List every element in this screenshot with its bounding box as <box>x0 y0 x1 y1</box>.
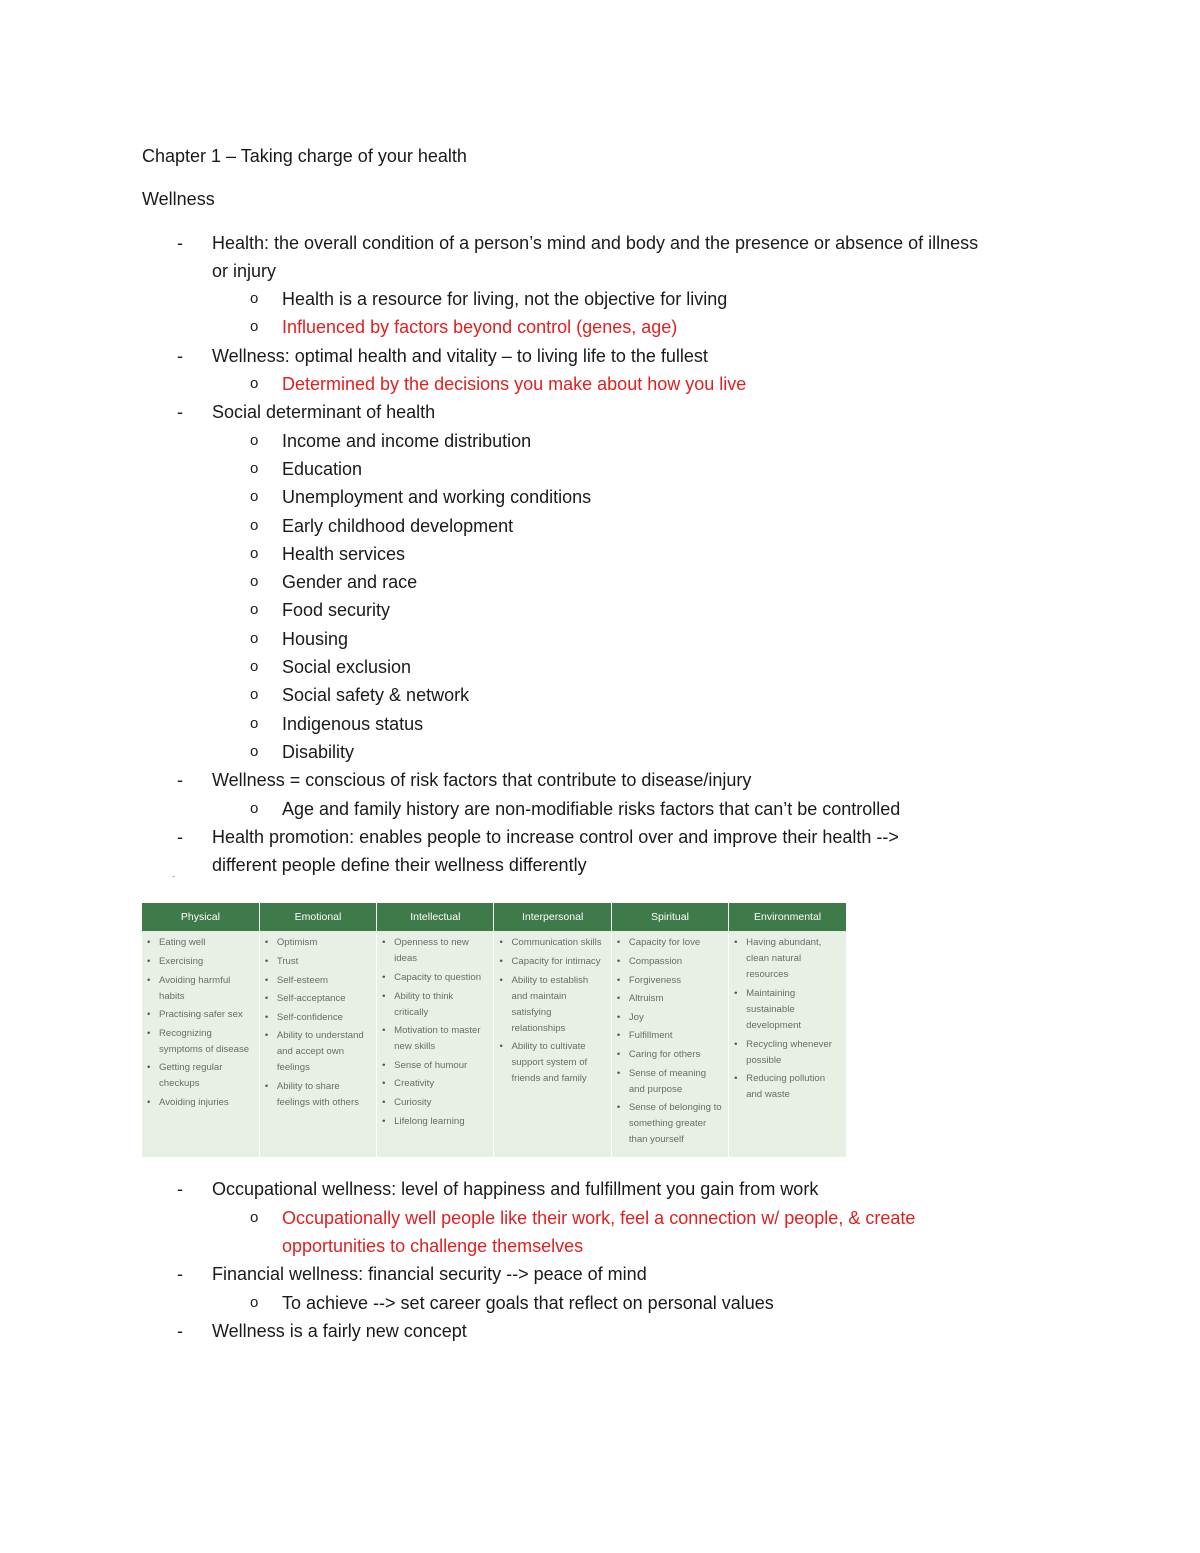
dimension-item: • Ability to share feelings with others <box>264 1079 372 1111</box>
table-header-row <box>142 903 846 931</box>
dimension-item: • Avoiding harmful habits <box>146 973 255 1005</box>
list-item-text: Social exclusion <box>282 657 412 678</box>
bullet-marker: o <box>250 318 259 336</box>
risk-factors-text: Wellness = conscious of risk factors that contribute to disease/injury <box>212 770 752 791</box>
dimension-item: • Having abundant, clean natural resources <box>733 935 842 983</box>
list-item <box>142 483 1062 511</box>
bullet-marker: o <box>250 290 259 308</box>
dimension-list <box>733 935 842 1103</box>
dimension-list <box>381 935 489 1129</box>
list-item-occupational <box>142 1175 1062 1203</box>
bullet-marker: o <box>250 799 259 817</box>
list-item <box>142 738 1062 766</box>
list-item-text: Disability <box>282 741 355 762</box>
list-item <box>142 681 1062 709</box>
sub-item-highlighted <box>142 1204 1062 1232</box>
dash-marker: - <box>177 402 183 423</box>
dimension-item: • Altruism <box>616 991 724 1007</box>
dimension-item: • Ability to understand and accept own feelings <box>264 1028 372 1076</box>
sub-item-continued: opportunities to challenge themselves <box>282 1236 584 1257</box>
dimension-item: • Sense of belonging to something greater than yourself <box>616 1100 724 1148</box>
bullet-marker: o <box>250 431 259 449</box>
dimension-item: • Communication skills <box>498 935 606 951</box>
dimension-item: • Fulfillment <box>616 1028 724 1044</box>
table-cell <box>729 931 846 1159</box>
empty-list-item <box>142 871 1062 891</box>
occupational-wellness-text: Occupational wellness: level of happiness and fulfillment you gain from work <box>212 1179 819 1200</box>
sub-item-highlighted <box>142 313 1062 341</box>
table-column-header: Environmental <box>729 903 846 931</box>
dash-marker: - <box>177 345 183 366</box>
bullet-marker: o <box>250 375 259 393</box>
dimension-list <box>616 935 724 1148</box>
dimension-item: • Ability to think critically <box>381 989 489 1021</box>
bullet-marker: o <box>250 1293 259 1311</box>
section-heading: Wellness <box>142 189 215 210</box>
table-row <box>142 931 846 1159</box>
dash-marker: - <box>177 1264 183 1285</box>
dimension-item: • Openness to new ideas <box>381 935 489 967</box>
dimension-item: • Compassion <box>616 954 724 970</box>
bullet-marker: o <box>250 459 259 477</box>
list-item-text: Gender and race <box>282 572 418 593</box>
dimension-item: • Motivation to master new skills <box>381 1023 489 1055</box>
dimension-item: • Trust <box>264 954 372 970</box>
sub-item <box>142 795 1062 823</box>
dimension-item: • Eating well <box>146 935 255 951</box>
list-item-text: Unemployment and working conditions <box>282 487 592 508</box>
dash-marker: - <box>177 770 183 791</box>
bullet-marker: o <box>250 488 259 506</box>
chapter-title: Chapter 1 – Taking charge of your health <box>142 146 467 166</box>
financial-wellness-text: Financial wellness: financial security --> peace of mind <box>212 1264 647 1285</box>
list-item-text: Indigenous status <box>282 713 424 734</box>
dimension-item: • Recognizing symptoms of disease <box>146 1026 255 1058</box>
new-concept-text: Wellness is a fairly new concept <box>212 1320 467 1341</box>
health-definition: Health: the overall condition of a person’s mind and body and the presence or absence of illness <box>212 232 979 253</box>
dimension-item: • Practising safer sex <box>146 1007 255 1023</box>
dimension-item: • Lifelong learning <box>381 1114 489 1130</box>
sub-item-text: Determined by the decisions you make about how you live <box>282 374 747 395</box>
dimension-item: • Self-acceptance <box>264 991 372 1007</box>
bullet-marker: o <box>250 1208 259 1226</box>
dimension-item: • Ability to establish and maintain satisfying relationships <box>498 973 606 1037</box>
wellness-definition: Wellness: optimal health and vitality – to living life to the fullest <box>212 345 708 366</box>
dimension-item: • Ability to cultivate support system of friends and family <box>498 1039 606 1087</box>
dash-marker: - <box>172 871 175 882</box>
list-item-text: Education <box>282 458 363 479</box>
health-promotion-continued: different people define their wellness differently <box>212 855 587 876</box>
sub-item-text: Occupationally well people like their work, feel a connection w/ people, & create <box>282 1207 916 1228</box>
dimension-item: • Caring for others <box>616 1047 724 1063</box>
bullet-marker: o <box>250 658 259 676</box>
table-cell <box>377 931 494 1159</box>
dash-marker: - <box>177 826 183 847</box>
sub-item <box>142 285 1062 313</box>
dimension-item: • Recycling whenever possible <box>733 1037 842 1069</box>
list-item-risk-factors <box>142 766 1062 794</box>
dash-marker: - <box>177 232 183 253</box>
table-cell <box>494 931 611 1159</box>
dimension-item: • Self-esteem <box>264 973 372 989</box>
list-item-financial <box>142 1260 1062 1288</box>
table-column-header: Spiritual <box>611 903 728 931</box>
dimension-item: • Maintaining sustainable development <box>733 986 842 1034</box>
dimension-list <box>498 935 606 1087</box>
list-item-wellness <box>142 342 1062 370</box>
dimension-item: • Capacity for love <box>616 935 724 951</box>
list-item-text: Housing <box>282 628 349 649</box>
wellness-dimensions-table <box>142 903 846 1159</box>
list-item <box>142 653 1062 681</box>
list-item-text: Early childhood development <box>282 515 514 536</box>
bullet-marker: o <box>250 544 259 562</box>
list-item-health-promotion <box>142 823 1062 851</box>
dash-marker: - <box>177 1320 183 1341</box>
table-cell <box>611 931 728 1159</box>
table-cell <box>142 931 259 1159</box>
dimension-list <box>146 935 255 1111</box>
table-cell <box>259 931 376 1159</box>
table-column-header: Physical <box>142 903 259 931</box>
bullet-marker: o <box>250 629 259 647</box>
sub-item-text: Age and family history are non-modifiable risks factors that can’t be controlled <box>282 798 901 819</box>
sub-item <box>142 1289 1062 1317</box>
sub-item-text: Health is a resource for living, not the objective for living <box>282 289 728 310</box>
dimension-item: • Optimism <box>264 935 372 951</box>
list-item <box>142 568 1062 596</box>
dimension-item: • Exercising <box>146 954 255 970</box>
table-column-header: Intellectual <box>377 903 494 931</box>
list-item <box>142 512 1062 540</box>
list-item <box>142 455 1062 483</box>
list-item <box>142 710 1062 738</box>
sub-item-highlighted <box>142 370 1062 398</box>
document-body <box>142 142 1062 1345</box>
bullet-marker: o <box>250 686 259 704</box>
dimension-item: • Avoiding injuries <box>146 1095 255 1111</box>
dimension-item: • Self-confidence <box>264 1010 372 1026</box>
health-promotion-text: Health promotion: enables people to increase control over and improve their health --> <box>212 826 899 847</box>
health-definition-continued: or injury <box>212 260 277 281</box>
bullet-marker: o <box>250 573 259 591</box>
bullet-marker: o <box>250 601 259 619</box>
list-item-social-determinants <box>142 398 1062 426</box>
dimension-item: • Sense of humour <box>381 1058 489 1074</box>
dimension-item: • Joy <box>616 1010 724 1026</box>
bullet-marker: o <box>250 516 259 534</box>
dimension-item: • Sense of meaning and purpose <box>616 1066 724 1098</box>
list-item <box>142 427 1062 455</box>
table-column-header: Emotional <box>259 903 376 931</box>
sub-item-text: To achieve --> set career goals that reflect on personal values <box>282 1292 774 1313</box>
dimension-item: • Capacity for intimacy <box>498 954 606 970</box>
dimension-item: • Forgiveness <box>616 973 724 989</box>
list-item-text: Social safety & network <box>282 685 470 706</box>
list-item-text: Income and income distribution <box>282 430 532 451</box>
bullet-marker: o <box>250 742 259 760</box>
list-item-health <box>142 229 1062 257</box>
wellness-dimensions-figure <box>142 903 846 1157</box>
dimension-item: • Getting regular checkups <box>146 1060 255 1092</box>
list-item <box>142 625 1062 653</box>
list-item-text: Health services <box>282 543 406 564</box>
dimension-item: • Curiosity <box>381 1095 489 1111</box>
dimension-list <box>264 935 372 1111</box>
list-item <box>142 540 1062 568</box>
table-column-header: Interpersonal <box>494 903 611 931</box>
social-determinants-title: Social determinant of health <box>212 402 436 423</box>
list-item-text: Food security <box>282 600 391 621</box>
dimension-item: • Creativity <box>381 1076 489 1092</box>
list-item <box>142 596 1062 624</box>
dash-marker: - <box>177 1179 183 1200</box>
sub-item-text: Influenced by factors beyond control (genes, age) <box>282 317 678 338</box>
dimension-item: • Reducing pollution and waste <box>733 1071 842 1103</box>
social-determinants-list <box>142 427 1062 767</box>
bullet-marker: o <box>250 714 259 732</box>
dimension-item: • Capacity to question <box>381 970 489 986</box>
list-item-new-concept <box>142 1317 1062 1345</box>
